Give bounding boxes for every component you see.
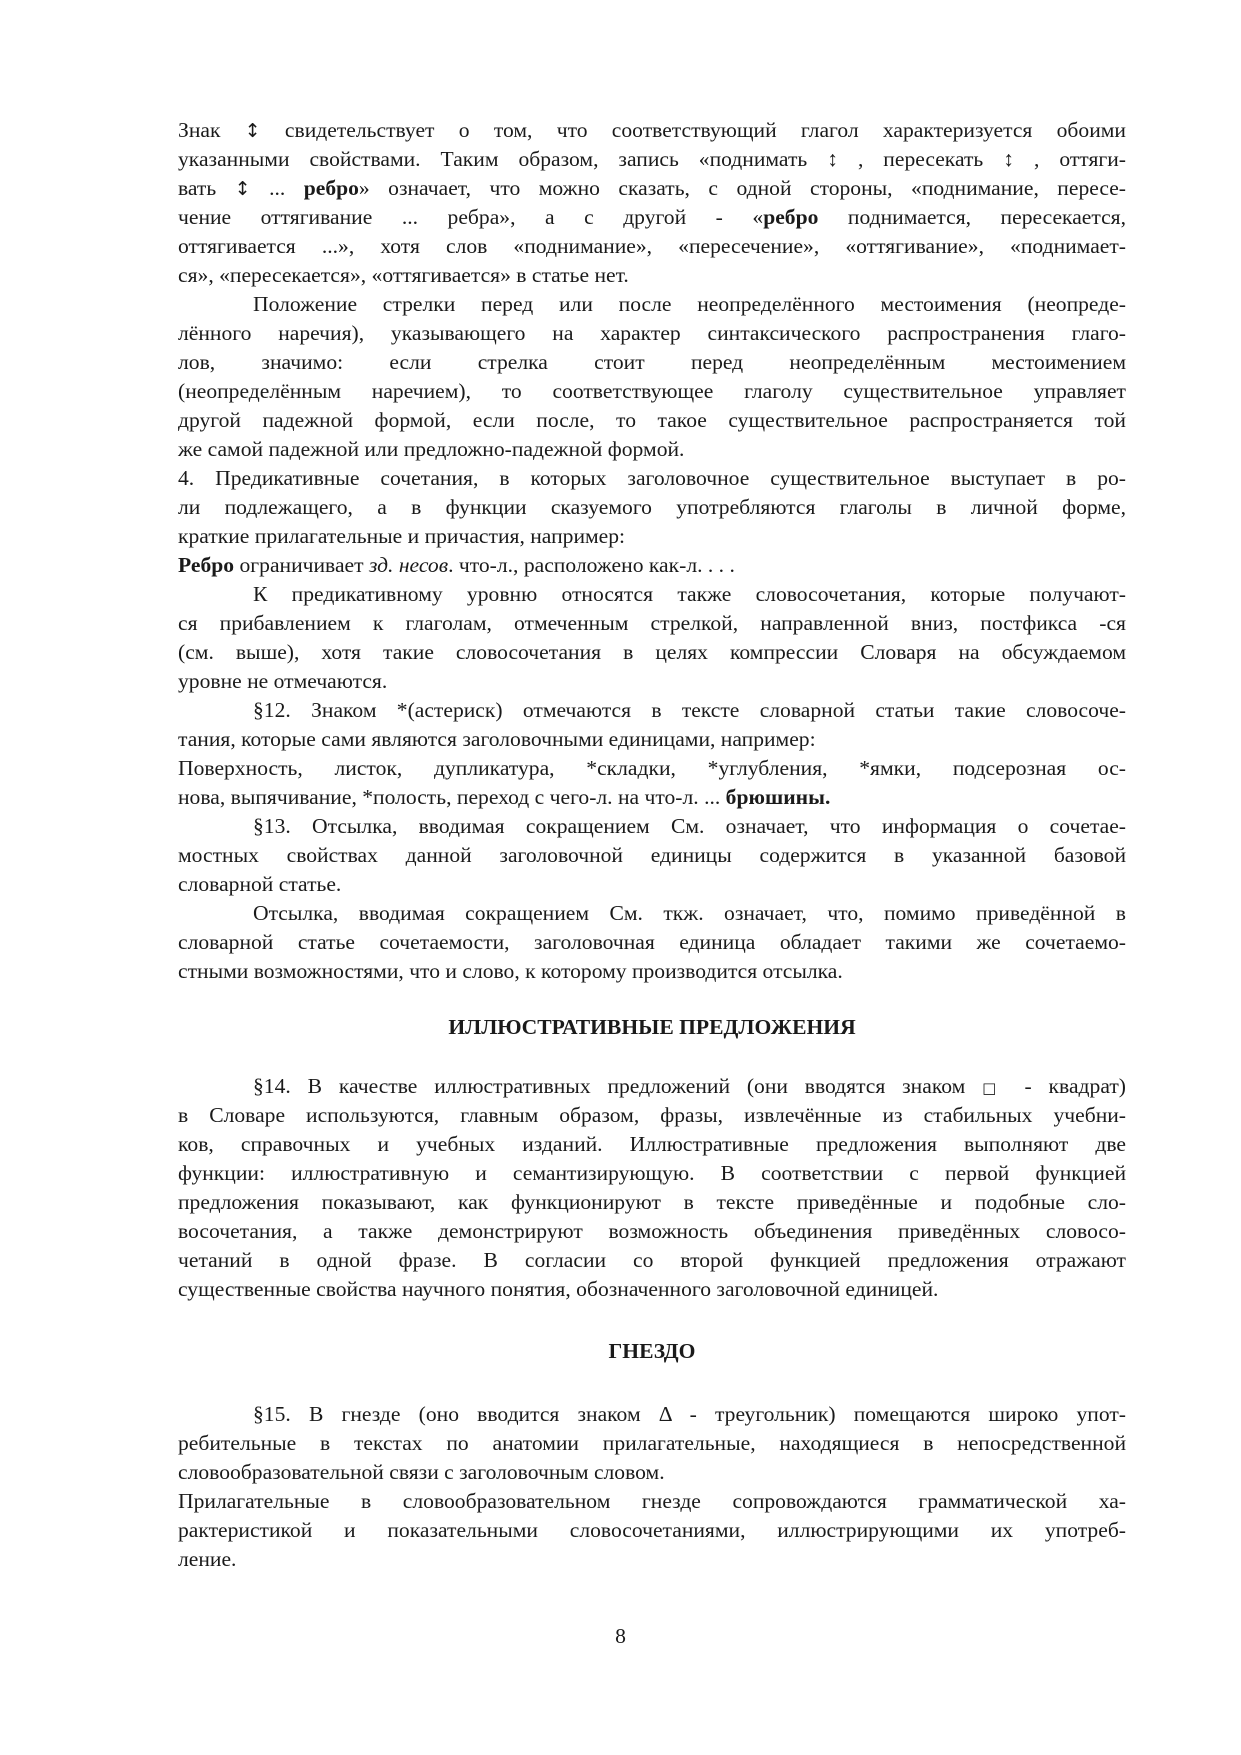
text-line: §15. В гнезде (оно вводится знаком Δ - треугольник) помещаются широко упот- [253,1402,1126,1426]
double-arrow-symbol: ↕ [234,178,251,200]
text-line: Ребро ограничивает зд. несов. что-л., расположено как-л. . . . [178,553,735,577]
text-line: восочетания, а также демонстрируют возможность объединения приведённых словосо- [178,1219,1126,1243]
bold-term: ребро [763,205,819,229]
page-number: 8 [615,1624,626,1648]
text-line: ся», «пересекается», «оттягивается» в статье нет. [178,263,629,287]
text-line: тания, которые сами являются заголовочными единицами, например: [178,727,816,751]
text-line: существенные свойства научного понятия, обозначенного заголовочной единицей. [178,1277,939,1301]
text-line: (см. выше), хотя такие словосочетания в целях компрессии Словаря на обсуждаемом [178,640,1126,664]
text-line: другой падежной формой, если после, то такое существительное распространяется той [178,408,1126,432]
text-line: словарной статье сочетаемости, заголовочная единица обладает такими же сочетаемо- [178,930,1126,954]
section-heading: ГНЕЗДО [608,1339,696,1363]
text-line: стными возможностями, что и слово, к которому производится отсылка. [178,959,843,983]
text-line: уровне не отмечаются. [178,669,388,693]
text-line: словарной статье. [178,872,342,896]
text-line: Отсылка, вводимая сокращением См. ткж. означает, что, помимо приведённой в [253,901,1126,925]
text-line: ли подлежащего, а в функции сказуемого употребляются глаголы в личной форме, [178,495,1126,519]
italic-abbreviation: зд. несов [368,553,449,577]
text-line: ков, справочных и учебных изданий. Иллюстративные предложения выполняют две [178,1132,1126,1156]
square-symbol: □ [982,1079,1008,1097]
text-line: Прилагательные в словообразовательном гнезде сопровождаются грамматической ха- [178,1489,1126,1513]
text-line: рактеристикой и показательными словосочетаниями, иллюстрирующими их употреб- [178,1518,1126,1542]
bold-term: ребро [303,176,359,200]
text-line: 4. Предикативные сочетания, в которых заголовочное существительное выступает в ро- [178,466,1126,490]
section-heading: ИЛЛЮСТРАТИВНЫЕ ПРЕДЛОЖЕНИЯ [448,1015,856,1039]
text-line: чение оттягивание ... ребра», а с другой - «ребро поднимается, пересекается, [178,205,1126,229]
text-line: оттягивается ...», хотя слов «поднимание», «пересечение», «оттягивание», «поднимает- [178,234,1126,258]
text-line: нова, выпячивание, *полость, переход с чего-л. на что-л. ... брюшины. [178,785,831,809]
bold-term: брюшины. [725,785,831,809]
text-line: ление. [178,1547,237,1571]
text-line: указанными свойствами. Таким образом, запись «поднимать ↕ , пересекать ↕ , оттяги- [178,147,1126,171]
text-line: ся прибавлением к глаголам, отмеченным стрелкой, направленной вниз, постфикса -ся [178,611,1126,635]
text-line: §13. Отсылка, вводимая сокращением См. означает, что информация о сочетае- [253,814,1126,838]
text-line: краткие прилагательные и причастия, например: [178,524,626,548]
text-line: в Словаре используются, главным образом, фразы, извлечённые из стабильных учебни- [178,1103,1126,1127]
double-arrow-symbol: ↕ [244,120,261,142]
text-line: вать ↕ ... ребро» означает, что можно сказать, с одной стороны, «поднимание, пересе- [178,176,1126,200]
text-line: §12. Знаком *(астериск) отмечаются в тексте словарной статьи такие словосоче- [253,698,1126,722]
page-body [178,116,1126,1574]
text-line: Поверхность, листок, дупликатура, *складки, *углубления, *ямки, подсерозная ос- [178,756,1126,780]
text-line: мостных свойствах данной заголовочной единицы содержится в указанной базовой [178,843,1126,867]
text-line: лённого наречия), указывающего на характер синтаксического распространения глаго- [178,321,1126,345]
text-line: лов, значимо: если стрелка стоит перед неопределённым местоимением [178,350,1126,374]
text-line: четаний в одной фразе. В согласии со второй функцией предложения отражают [178,1248,1126,1272]
text-line: (неопределённым наречием), то соответствующее глаголу существительное управляет [178,379,1126,403]
text-line: §14. В качестве иллюстративных предложений (они вводятся знаком □ - квадрат) [253,1074,1126,1098]
text-line: предложения показывают, как функционируют в тексте приведённые и подобные сло- [178,1190,1126,1214]
bold-term: Ребро [178,553,235,577]
text-line: Положение стрелки перед или после неопределённого местоимения (неопреде- [253,292,1126,316]
text-line: словообразовательной связи с заголовочным словом. [178,1460,665,1484]
text-line: К предикативному уровню относятся также словосочетания, которые получают- [253,582,1126,606]
text-line: же самой падежной или предложно-падежной формой. [178,437,685,461]
text-line: Знак ↕ свидетельствует о том, что соответствующий глагол характеризуется обоими [178,118,1126,142]
text-line: ребительные в текстах по анатомии прилагательные, находящиеся в непосредственной [178,1431,1126,1455]
text-line: функции: иллюстративную и семантизирующую. В соответствии с первой функцией [178,1161,1126,1185]
